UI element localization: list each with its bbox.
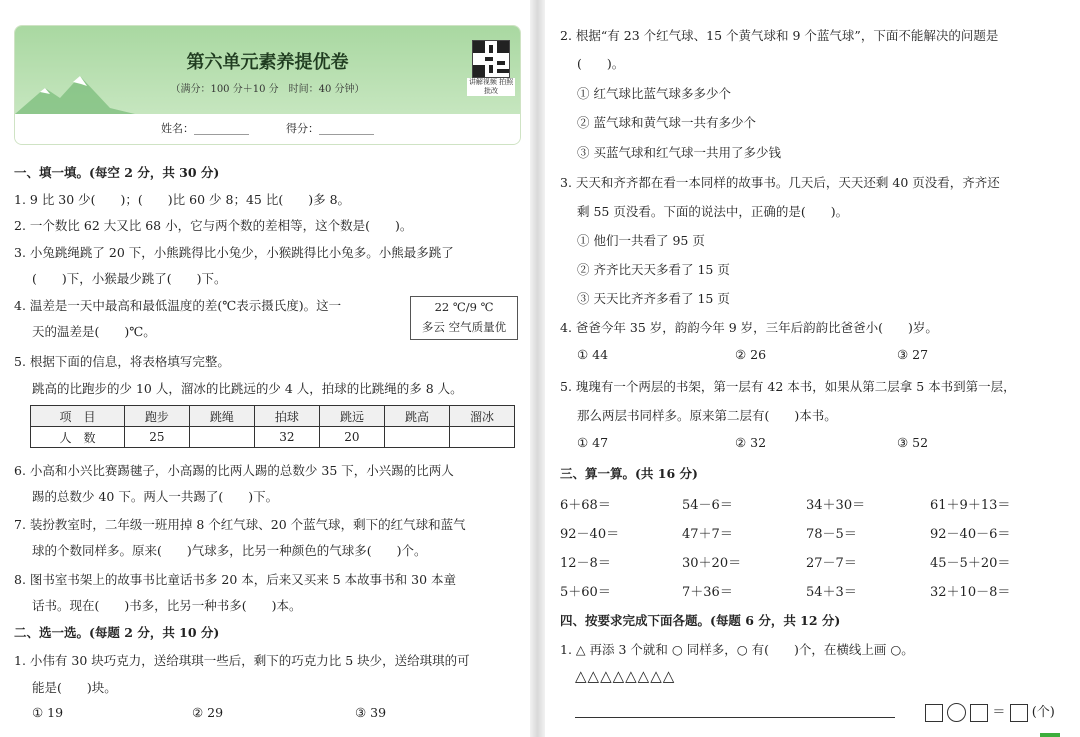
choice-q1-line1: 1. 小伟有 30 块巧克力，送给琪琪一些后，剩下的巧克力比 5 块少，送给琪琪的可	[14, 653, 470, 668]
weather-box	[410, 296, 518, 340]
calc-item[interactable]: 34＋30＝	[806, 498, 866, 513]
choice-q2-line2: ( )。	[577, 56, 625, 71]
answer-box[interactable]	[925, 704, 943, 722]
fill-q7-line1: 7. 装扮教室时，二年级一班用掉 8 个红气球、20 个蓝气球，剩下的红气球和蓝气	[14, 517, 466, 532]
score-field: 得分：__________	[286, 122, 374, 135]
temperature-range: 22 ℃/9 ℃	[434, 300, 494, 314]
left-page	[0, 0, 530, 737]
calc-item[interactable]: 7＋36＝	[682, 585, 733, 600]
equation-boxes	[925, 701, 1055, 722]
calc-item[interactable]: 5＋60＝	[560, 585, 611, 600]
choice-q1-option2[interactable]: ② 29	[192, 705, 224, 720]
table-cell[interactable]	[189, 427, 254, 448]
choice-q4: 4. 爸爸今年 35 岁，韵韵今年 9 岁，三年后韵韵比爸爸小( )岁。	[560, 320, 938, 335]
qr-code-icon[interactable]	[472, 40, 510, 78]
name-field[interactable]: 姓名：__________	[161, 122, 249, 135]
table-cell: 跳绳	[189, 406, 254, 427]
fill-q8-line1: 8. 图书室书架上的故事书比童话书多 20 本，后来又买来 5 本故事书和 30 本童	[14, 572, 457, 587]
answer-line[interactable]	[575, 717, 895, 718]
table-cell: 跳高	[384, 406, 449, 427]
weather-condition: 多云 空气质量优	[421, 320, 507, 334]
choice-q4-option2[interactable]: ② 26	[735, 347, 767, 362]
choice-q5-option2[interactable]: ② 32	[735, 435, 767, 450]
choice-q4-option1[interactable]: ① 44	[577, 347, 609, 362]
operator-circle[interactable]	[947, 703, 966, 722]
table-cell: 25	[124, 427, 189, 448]
fill-q3-line1: 3. 小兔跳绳跳了 20 下，小熊跳得比小兔少，小猴跳得比小兔多。小熊最多跳了	[14, 245, 454, 260]
calc-item[interactable]: 54－6＝	[682, 498, 733, 513]
section-fill-title: 一、填一填。(每空 2 分，共 30 分)	[14, 165, 220, 180]
fill-q8-line2: 话书。现在( )书多，比另一种书多( )本。	[32, 598, 302, 613]
fill-q3-line2: ( )下，小猴最少跳了( )下。	[32, 271, 227, 286]
fill-q5: 5. 根据下面的信息，将表格填写完整。	[14, 354, 230, 369]
choice-q2-line1: 2. 根据“有 23 个红气球、15 个黄气球和 9 个蓝气球”，下面不能解决的问题是	[560, 28, 999, 43]
triangles-row: △△△△△△△△	[575, 667, 676, 685]
fill-q4-line2: 天的温差是( )℃。	[32, 324, 156, 339]
page-gutter	[530, 0, 545, 737]
table-cell[interactable]	[384, 427, 449, 448]
calc-item[interactable]: 30＋20＝	[682, 556, 742, 571]
section-choice-title: 二、选一选。(每题 2 分，共 10 分)	[14, 625, 220, 640]
table-cell: 跳远	[319, 406, 384, 427]
table-header-row	[31, 406, 515, 427]
choice-q3-line1: 3. 天天和齐齐都在看一本同样的故事书。几天后，天天还剩 40 页没看，齐齐还	[560, 175, 1000, 190]
sports-table	[30, 405, 515, 448]
calc-item[interactable]: 54＋3＝	[806, 585, 857, 600]
choice-q3-line2: 剩 55 页没看。下面的说法中，正确的是( )。	[577, 204, 849, 219]
fill-q7-line2: 球的个数同样多。原来( )气球多，比另一种颜色的气球多( )个。	[32, 543, 427, 558]
page-marker	[1040, 733, 1060, 737]
fill-q5-info: 跳高的比跑步的少 10 人，溜冰的比跳远的少 4 人，拍球的比跳绳的多 8 人。	[32, 381, 463, 396]
section-calc-title: 三、算一算。(共 16 分)	[560, 466, 698, 481]
calc-item[interactable]: 27－7＝	[806, 556, 857, 571]
calc-item[interactable]: 45－5＋20＝	[930, 556, 1011, 571]
exam-subtitle: （满分：100 分＋10 分 时间：40 分钟）	[170, 84, 365, 95]
choice-q4-option3[interactable]: ③ 27	[897, 347, 929, 362]
choice-q2-option3[interactable]: ③ 买蓝气球和红气球一共用了多少钱	[577, 145, 781, 160]
name-score-bar	[15, 114, 520, 144]
calc-item[interactable]: 92－40＝	[560, 527, 620, 542]
choice-q2-option1[interactable]: ① 红气球比蓝气球多多少个	[577, 86, 731, 101]
choice-q1-option1[interactable]: ① 19	[32, 705, 64, 720]
answer-box[interactable]	[970, 704, 988, 722]
table-row	[31, 427, 515, 448]
qr-label: 讲解视频 拍照批改	[468, 78, 514, 95]
table-cell: 20	[319, 427, 384, 448]
table-cell: 拍球	[254, 406, 319, 427]
section-tasks-title: 四、按要求完成下面各题。(每题 6 分，共 12 分)	[560, 613, 841, 628]
calc-item[interactable]: 6＋68＝	[560, 498, 611, 513]
choice-q1-option3[interactable]: ③ 39	[355, 705, 387, 720]
calc-item[interactable]: 78－5＝	[806, 527, 857, 542]
calc-item[interactable]: 61＋9＋13＝	[930, 498, 1011, 513]
table-cell: 人 数	[31, 427, 125, 448]
fill-q6-line2: 踢的总数少 40 下。两人一共踢了( )下。	[32, 489, 279, 504]
task-q1: 1. △ 再添 3 个就和 ○ 同样多，○ 有( )个，在横线上画 ○。	[560, 642, 914, 657]
choice-q1-line2: 能是( )块。	[32, 680, 117, 695]
table-cell: 32	[254, 427, 319, 448]
exam-title: 第六单元素养提优卷	[186, 52, 349, 73]
fill-q1: 1. 9 比 30 少( )；( )比 60 少 8；45 比( )多 8。	[14, 192, 351, 207]
calc-item[interactable]: 92－40－6＝	[930, 527, 1011, 542]
calc-item[interactable]: 32＋10－8＝	[930, 585, 1011, 600]
equals-sign: ＝	[992, 705, 1006, 720]
unit-label: (个)	[1031, 705, 1055, 720]
fill-q6-line1: 6. 小高和小兴比赛踢毽子，小高踢的比两人踢的总数少 35 下，小兴踢的比两人	[14, 463, 454, 478]
choice-q3-option3[interactable]: ③ 天天比齐齐多看了 15 页	[577, 291, 730, 306]
table-cell[interactable]	[449, 427, 514, 448]
calc-item[interactable]: 47＋7＝	[682, 527, 733, 542]
answer-box[interactable]	[1010, 704, 1028, 722]
fill-q2: 2. 一个数比 62 大又比 68 小，它与两个数的差相等，这个数是( )。	[14, 218, 413, 233]
calc-item[interactable]: 12－8＝	[560, 556, 611, 571]
fill-q4-line1: 4. 温差是一天中最高和最低温度的差(℃表示摄氏度)。这一	[14, 298, 342, 313]
choice-q5-option3[interactable]: ③ 52	[897, 435, 929, 450]
choice-q5-line2: 那么两层书同样多。原来第二层有( )本书。	[577, 408, 837, 423]
exam-header	[14, 25, 521, 145]
table-cell: 项 目	[31, 406, 125, 427]
table-cell: 溜冰	[449, 406, 514, 427]
choice-q5-option1[interactable]: ① 47	[577, 435, 609, 450]
choice-q2-option2[interactable]: ② 蓝气球和黄气球一共有多少个	[577, 115, 756, 130]
table-cell: 跑步	[124, 406, 189, 427]
choice-q3-option1[interactable]: ① 他们一共看了 95 页	[577, 233, 705, 248]
choice-q5-line1: 5. 瑰瑰有一个两层的书架，第一层有 42 本书，如果从第二层拿 5 本书到第一层，	[560, 379, 1016, 394]
choice-q3-option2[interactable]: ② 齐齐比天天多看了 15 页	[577, 262, 730, 277]
